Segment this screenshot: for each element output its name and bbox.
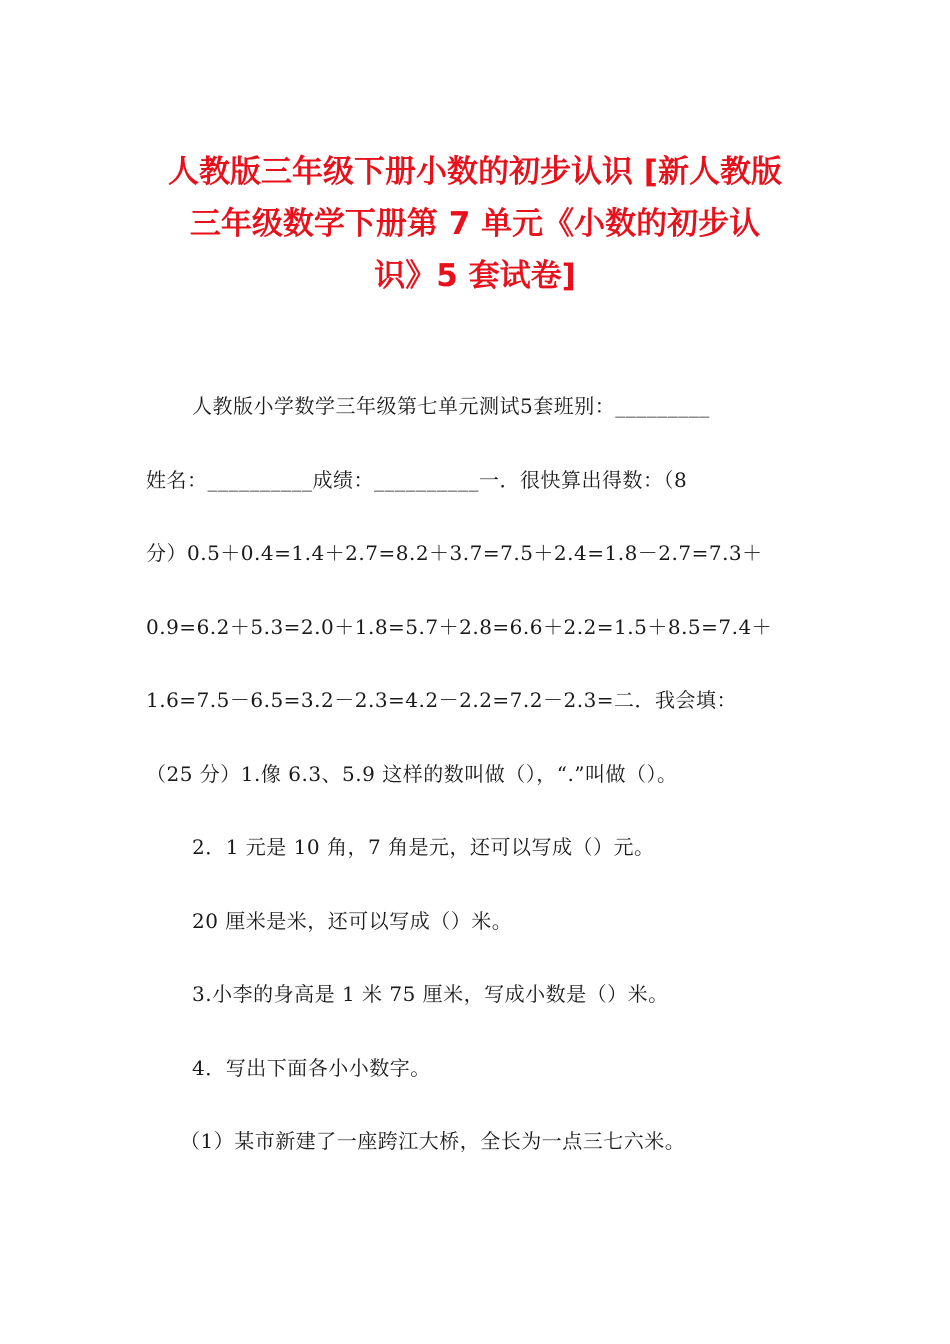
body-line-1: 人教版小学数学三年级第七单元测试5套班别：_________ [192, 394, 710, 418]
document-body [146, 370, 816, 1179]
document-title [110, 146, 840, 302]
title-line-3: 识》5 套试卷] [374, 258, 576, 294]
body-line-10: 4．写出下面各小小数字。 [192, 1055, 431, 1080]
body-line-5: 1.6=7.5－6.5=3.2－2.3=4.2－2.2=7.2－2.3=二．我会填： [146, 688, 738, 712]
body-line-6: （25 分）1.像 6.3、5.9 这样的数叫做（），“.”叫做（）。 [146, 761, 678, 786]
body-line-4: 0.9=6.2＋5.3=2.0＋1.8=5.7＋2.8=6.6＋2.2=1.5＋8.5=7.4＋ [146, 614, 773, 639]
body-line-8: 20 厘米是米，还可以写成（）米。 [192, 908, 513, 933]
title-line-1: 人教版三年级下册小数的初步认识 [新人教版 [168, 154, 782, 190]
body-line-9: 3.小李的身高是 1 米 75 厘米，写成小数是（）米。 [192, 982, 669, 1006]
title-line-2: 三年级数学下册第 7 单元《小数的初步认 [189, 206, 761, 242]
body-line-11: （1）某市新建了一座跨江大桥，全长为一点三七六米。 [180, 1129, 686, 1153]
body-line-2: 姓名：__________成绩：__________一．很快算出得数：（8 [146, 467, 688, 492]
body-line-7: 2．1 元是 10 角，7 角是元，还可以写成（）元。 [192, 835, 655, 859]
body-line-3: 分）0.5＋0.4=1.4＋2.7=8.2＋3.7=7.5＋2.4=1.8－2.7=7.3＋ [146, 541, 763, 565]
